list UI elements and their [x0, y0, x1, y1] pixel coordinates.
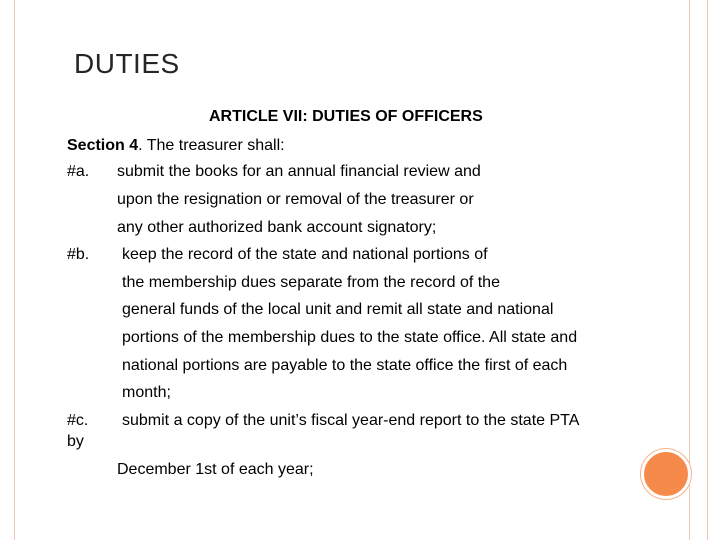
- section-text: . The treasurer shall:: [138, 137, 285, 154]
- item-a-line-2: upon the resignation or removal of the treasurer or: [117, 191, 474, 208]
- item-b-marker: #b.: [67, 246, 90, 263]
- item-a-marker: #a.: [67, 163, 90, 180]
- item-b-line-2: the membership dues separate from the record of the: [122, 274, 500, 291]
- slide-frame: [14, 0, 708, 540]
- slide-title: DUTIES: [74, 48, 180, 79]
- item-c-line-1: submit a copy of the unit’s fiscal year-end report to the state PTA: [122, 412, 580, 429]
- item-a-line-1: submit the books for an annual financial review and: [117, 163, 481, 180]
- item-b-line-3: general funds of the local unit and remit all state and national: [122, 301, 554, 318]
- item-b-line-6: month;: [122, 384, 171, 401]
- article-heading: ARTICLE VII: DUTIES OF OFFICERS: [209, 108, 483, 125]
- item-b-line-4: portions of the membership dues to the state office. All state and: [122, 329, 578, 346]
- item-a-line-3: any other authorized bank account signatory;: [117, 219, 437, 236]
- item-c-marker: #c.: [67, 412, 89, 429]
- item-c-marker-continuation: by: [67, 433, 84, 450]
- section-label: Section 4: [67, 137, 139, 154]
- decorative-circle: [641, 449, 691, 499]
- slide-frame-inner-line: [689, 0, 690, 540]
- item-b-line-5: national portions are payable to the state office the first of each: [122, 357, 568, 374]
- item-c-line-2: December 1st of each year;: [117, 461, 314, 478]
- section-line: [67, 137, 285, 155]
- item-b-line-1: keep the record of the state and national portions of: [122, 246, 488, 263]
